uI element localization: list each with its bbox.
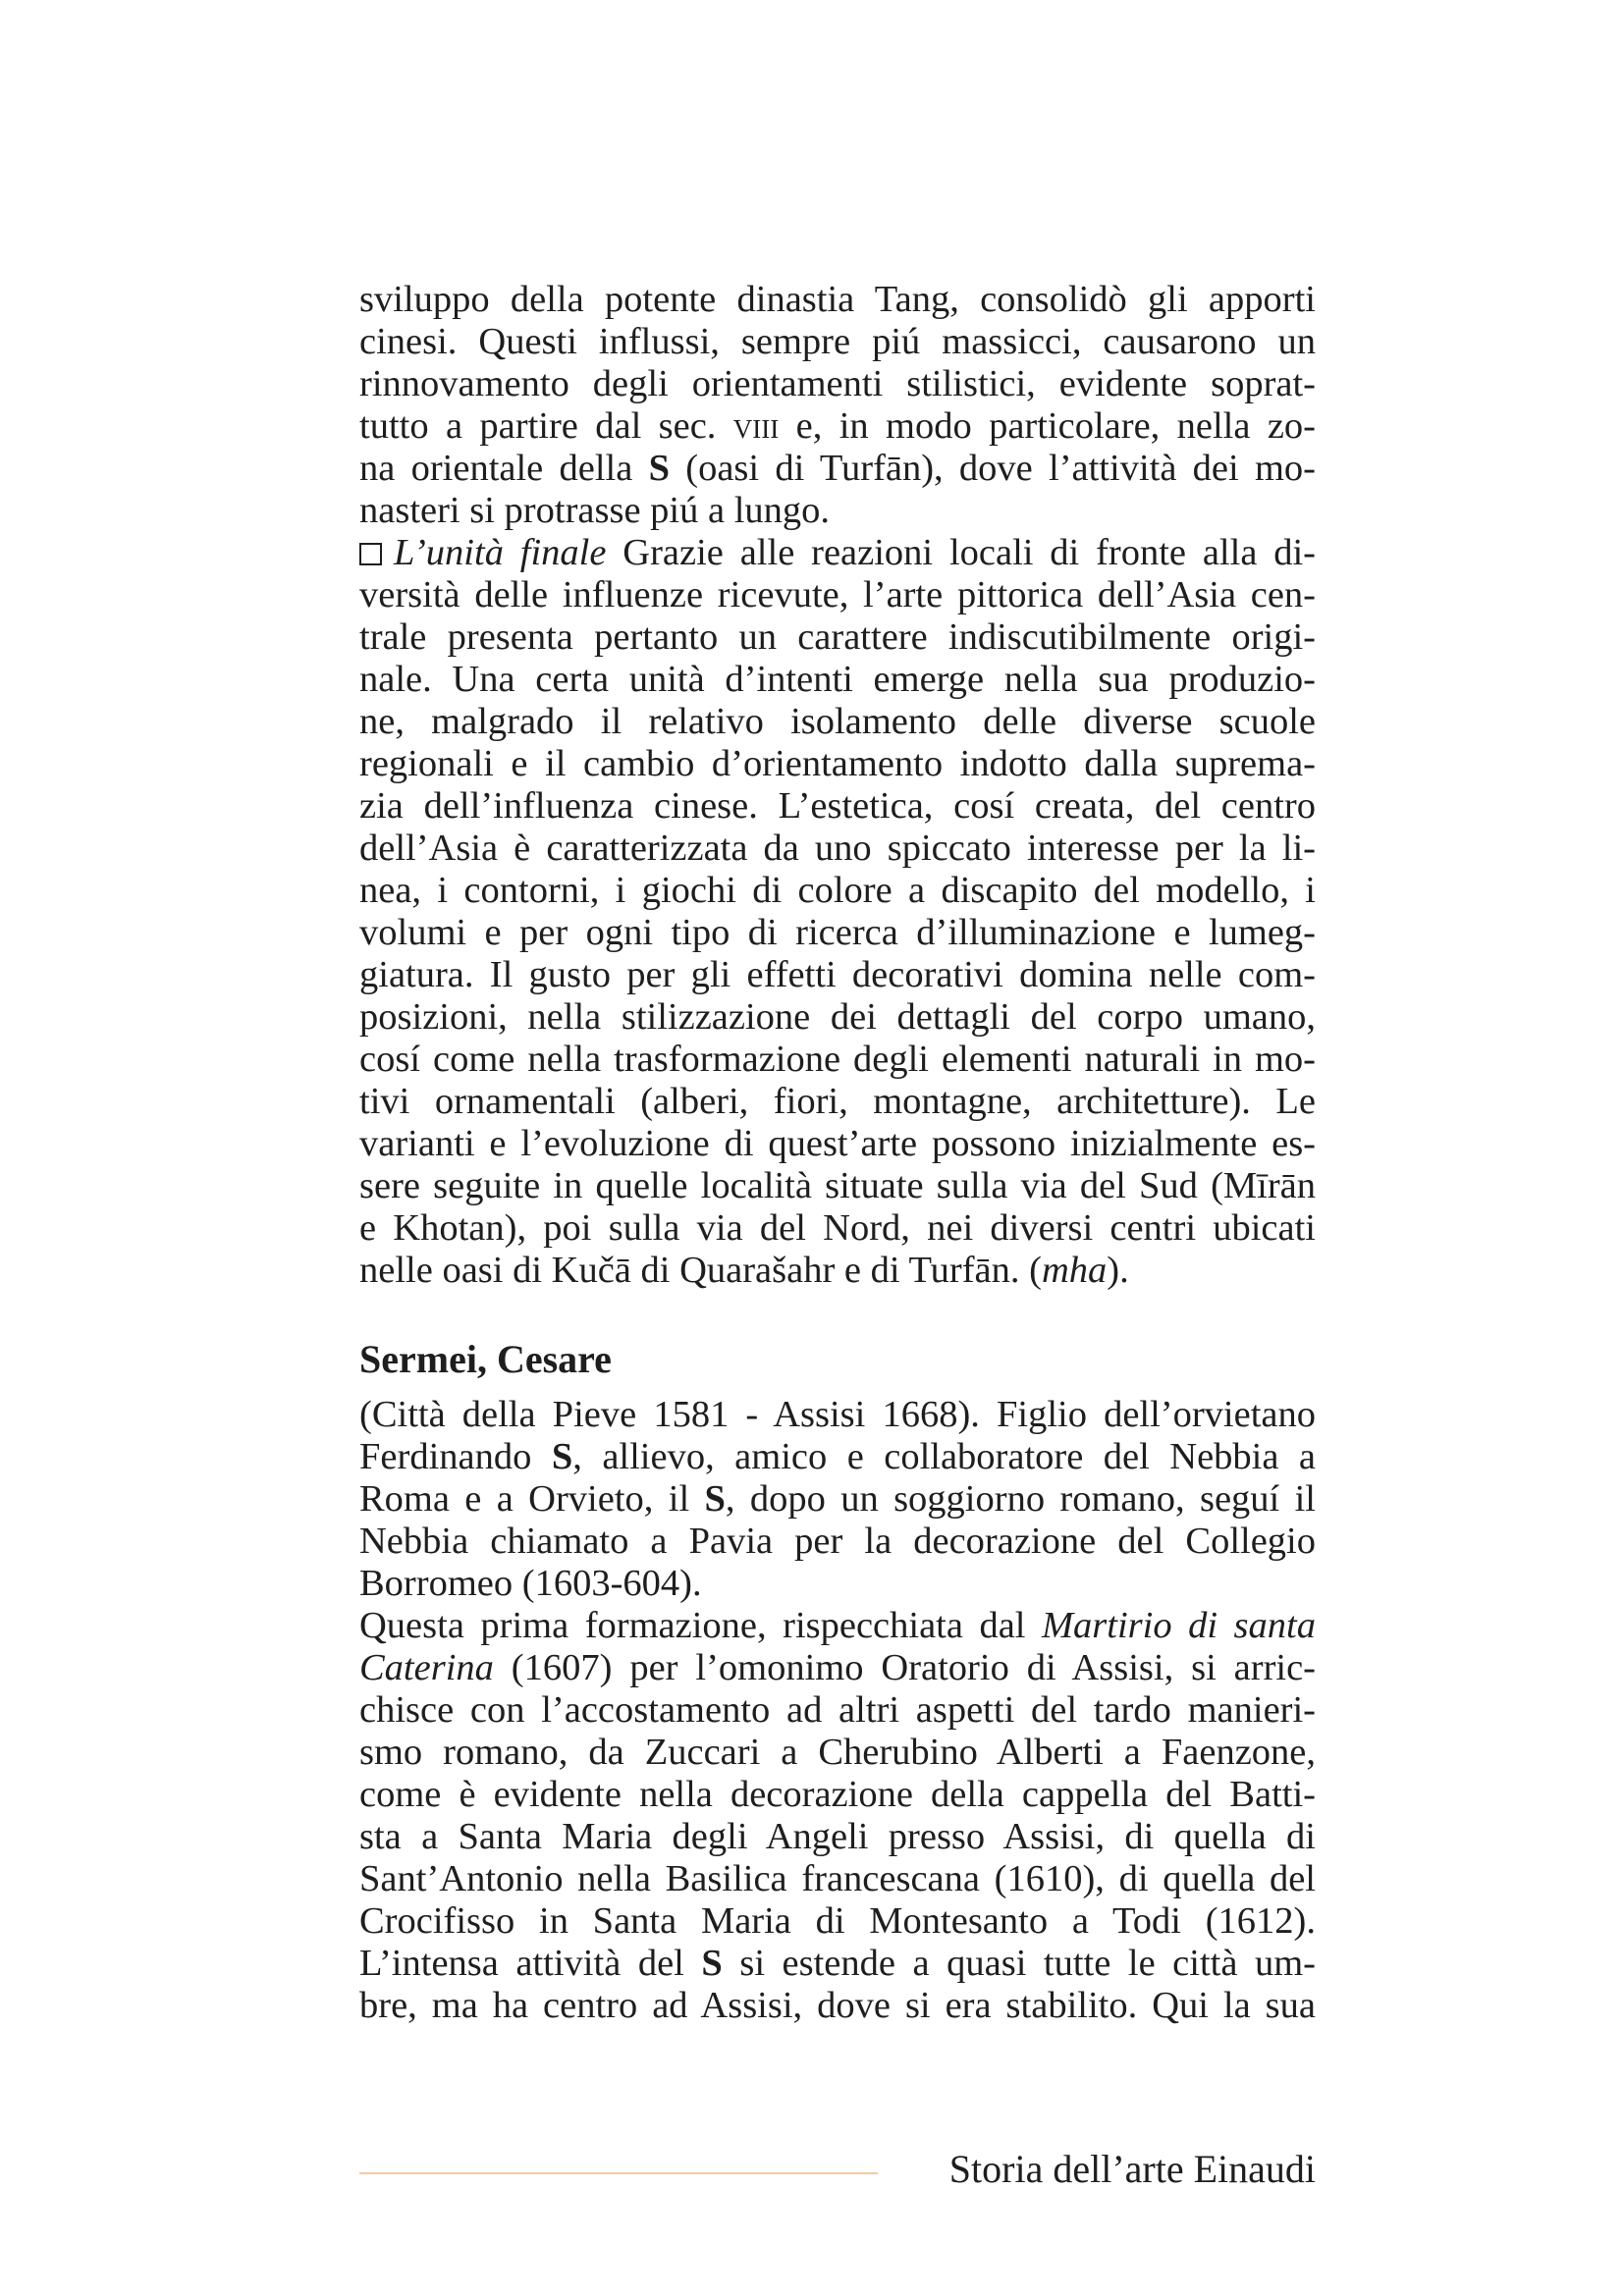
text-line: volumi e per ogni tipo di ricerca d’illuminazione e lumeg- (359, 912, 1316, 953)
text-line: nelle oasi di Kučā di Quarašahr e di Turfān. (mha). (359, 1250, 1129, 1291)
text-line: posizioni, nella stilizzazione dei dettagli del corpo umano, (359, 996, 1316, 1038)
text-line: (Città della Pieve 1581 - Assisi 1668). Figlio dell’orvietano (359, 1394, 1317, 1435)
text-line: zia dell’influenza cinese. L’estetica, cosí creata, del centro (359, 785, 1316, 827)
text-line: Ferdinando S, allievo, amico e collaboratore del Nebbia a (359, 1436, 1316, 1477)
author-initials: mha (1041, 1250, 1108, 1291)
text-line: tivi ornamentali (alberi, fiori, montagne, architetture). Le (359, 1081, 1316, 1122)
text-line: regionali e il cambio d’orientamento indotto dalla suprema- (359, 743, 1316, 784)
footer-title: Storia dell’arte Einaudi (948, 2147, 1316, 2191)
text-line: nasteri si protrasse piú a lungo. (359, 490, 831, 531)
text-line: Sant’Antonio nella Basilica francescana (1610), di quella del (359, 1858, 1317, 1899)
text-line: Caterina (1607) per l’omonimo Oratorio di Assisi, si arric- (359, 1647, 1316, 1688)
text-line: giatura. Il gusto per gli effetti decorativi domina nelle com- (359, 954, 1316, 995)
text-line: Crocifisso in Santa Maria di Montesanto a Todi (1612). (359, 1900, 1316, 1942)
text-line: dell’Asia è caratterizzata da uno spiccato interesse per la li- (359, 828, 1316, 869)
text-line: varianti e l’evoluzione di quest’arte possono inizialmente es- (359, 1123, 1316, 1164)
text-line: nea, i contorni, i giochi di colore a discapito del modello, i (359, 870, 1316, 911)
text-line: rinnovamento degli orientamenti stilistici, evidente soprat- (359, 363, 1316, 404)
text-line: cosí come nella trasformazione degli elementi naturali in mo- (359, 1039, 1316, 1080)
text-line: trale presenta pertanto un carattere indiscutibilmente origi- (359, 616, 1316, 658)
text-line: Roma e a Orvieto, il S, dopo un soggiorno romano, seguí il (359, 1478, 1316, 1520)
artwork-title: Caterina (359, 1647, 494, 1688)
text-line: Borromeo (1603-604). (359, 1563, 702, 1604)
text-line: Nebbia chiamato a Pavia per la decorazione del Collegio (359, 1521, 1316, 1562)
text-line: Questa prima formazione, rispecchiata dal Martirio di santa (359, 1605, 1316, 1646)
text-line: come è evidente nella decorazione della cappella del Batti- (359, 1774, 1316, 1815)
text-line: chisce con l’accostamento ad altri aspetti del tardo manieri- (359, 1689, 1316, 1731)
subsection-title: L’unità finale (394, 532, 607, 573)
text-line: na orientale della S (oasi di Turfān), dove l’attività dei mo- (359, 448, 1316, 489)
footer-divider (359, 2172, 878, 2174)
entry-heading: Sermei, Cesare (359, 1337, 612, 1381)
text-line: sta a Santa Maria degli Angeli presso Assisi, di quella di (359, 1816, 1316, 1857)
text-line: L’intensa attività del S si estende a quasi tutte le città um- (359, 1943, 1316, 1984)
text-line: tutto a partire dal sec. viii e, in modo particolare, nella zo- (359, 405, 1316, 447)
text-line: cinesi. Questi influssi, sempre piú massicci, causarono un (359, 321, 1316, 362)
text-line: nale. Una certa unità d’intenti emerge nella sua produzio- (359, 659, 1316, 700)
text-line: e Khotan), poi sulla via del Nord, nei diversi centri ubicati (359, 1207, 1316, 1249)
artwork-title: Martirio di santa (1041, 1605, 1316, 1646)
text-line: sere seguite in quelle località situate sulla via del Sud (Mīrān (359, 1165, 1316, 1206)
text-line: sviluppo della potente dinastia Tang, consolidò gli apporti (359, 279, 1316, 320)
text-line: L’unità finale Grazie alle reazioni locali di fronte alla di- (359, 532, 1316, 574)
text-line: ne, malgrado il relativo isolamento delle diverse scuole (359, 701, 1316, 742)
text-line: smo romano, da Zuccari a Cherubino Alberti a Faenzone, (359, 1732, 1316, 1773)
text-line: versità delle influenze ricevute, l’arte pittorica dell’Asia cen- (359, 574, 1316, 615)
text-line: bre, ma ha centro ad Assisi, dove si era stabilito. Qui la sua (359, 1985, 1316, 2026)
square-bullet-icon (359, 543, 382, 565)
